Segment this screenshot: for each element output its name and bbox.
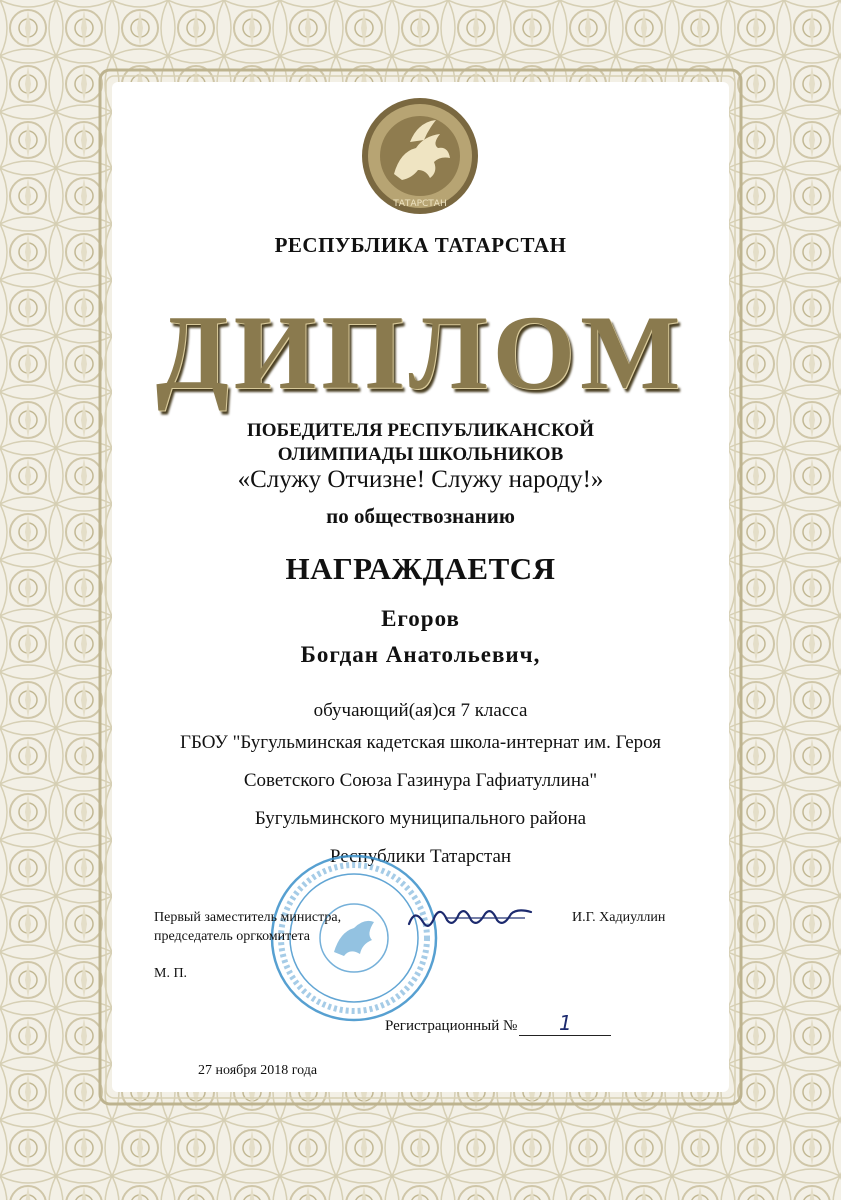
- signer-position-line-1: Первый заместитель министра,: [154, 910, 342, 925]
- republic-line: Республики Татарстан: [329, 846, 512, 867]
- signer-name: И.Г. Хадиуллин: [572, 910, 666, 925]
- recipient-last-name: Егоров: [381, 606, 460, 631]
- recipient-grade: обучающий(ая)ся 7 класса: [313, 700, 528, 721]
- registration-number: 1: [558, 1011, 572, 1035]
- olympiad-subject: по обществознанию: [326, 504, 515, 528]
- district-line: Бугульминского муниципального района: [254, 808, 587, 829]
- diploma-title: ДИПЛОМ: [155, 294, 686, 411]
- recipient-name: Богдан Анатольевич,: [300, 642, 541, 667]
- registration-field: [385, 1011, 611, 1036]
- country-heading: РЕСПУБЛИКА ТАТАРСТАН: [274, 233, 567, 257]
- subtitle-line-2: ОЛИМПИАДЫ ШКОЛЬНИКОВ: [277, 444, 564, 465]
- registration-line: [519, 1011, 611, 1036]
- signer-position-line-2: председатель оргкомитета: [154, 929, 310, 944]
- stamp-place-label: М. П.: [154, 966, 188, 981]
- svg-text:ТАТАРСТАН: ТАТАРСТАН: [393, 199, 447, 209]
- school-line-1: ГБОУ "Бугульминская кадетская школа-интернат им. Героя: [179, 732, 662, 753]
- olympiad-motto: «Служу Отчизне! Служу народу!»: [237, 466, 604, 493]
- subtitle-line-1: ПОБЕДИТЕЛЯ РЕСПУБЛИКАНСКОЙ: [247, 420, 594, 441]
- registration-label: Регистрационный №: [385, 1018, 518, 1034]
- issue-date: 27 ноября 2018 года: [198, 1063, 318, 1078]
- awarded-label: НАГРАЖДАЕТСЯ: [285, 551, 556, 586]
- school-line-2: Советского Союза Газинура Гафиатуллина": [243, 770, 598, 791]
- tatarstan-emblem-icon: [360, 96, 480, 216]
- signature: [405, 898, 535, 934]
